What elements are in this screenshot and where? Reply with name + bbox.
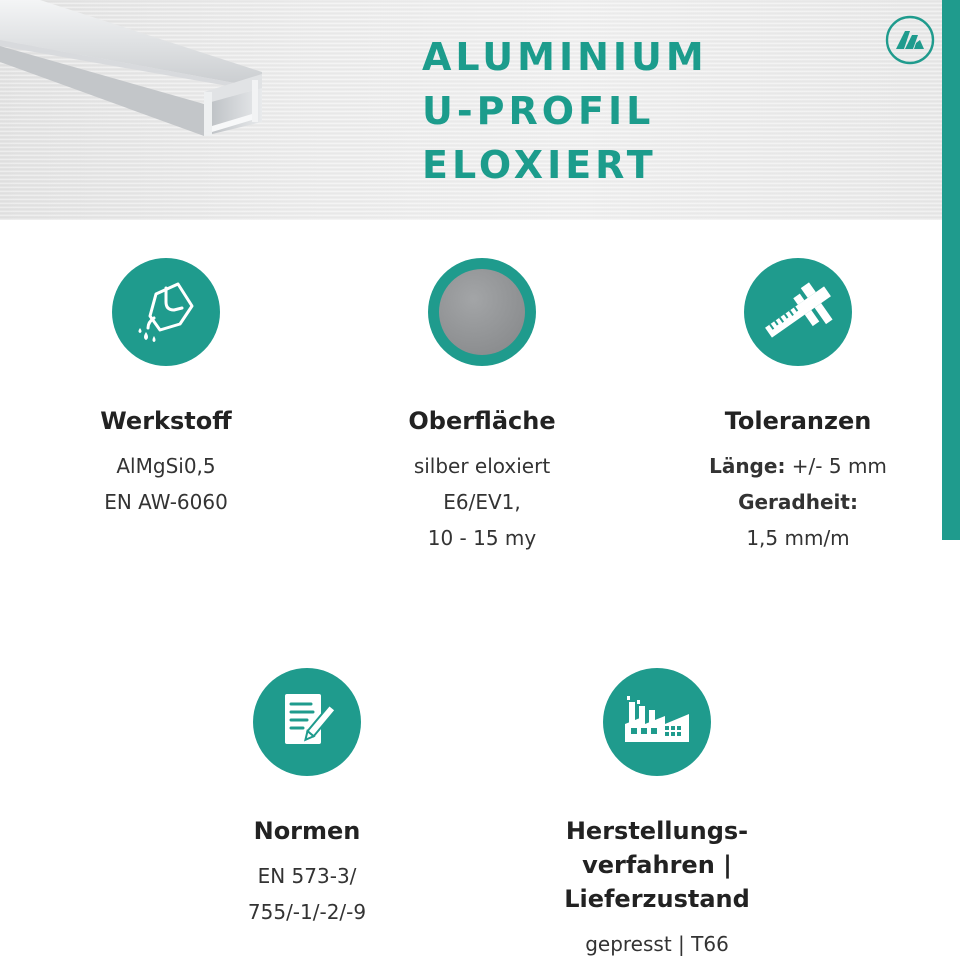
feature-text-line: gepresst | T66 [585,932,729,956]
feature-toleranzen [648,258,948,556]
feature-heading: Werkstoff [100,407,232,435]
heading-line: verfahren | [582,851,732,879]
heading-line: Lieferzustand [564,885,750,913]
feature-icon-circle [253,668,361,776]
feature-heading: Toleranzen [724,407,872,435]
u-profile-image [0,0,280,150]
brand-logo-icon [884,14,936,66]
laenge-label: Länge: [709,454,786,478]
silver-surface-icon [437,267,527,357]
feature-icon-circle [112,258,220,366]
title-line-1: ALUMINIUM [422,35,708,79]
hero-banner [0,0,960,220]
product-title [422,30,708,192]
feature-text-line: silber eloxiert [413,454,551,478]
feature-icon-circle [744,258,852,366]
feature-text-line [648,448,948,484]
feature-oberflaeche [332,258,632,556]
caliper-icon [756,270,840,354]
feature-text-line: 755/-1/-2/-9 [247,900,367,924]
title-line-2: U-PROFIL [422,89,655,133]
laenge-value: +/- 5 mm [785,454,887,478]
feature-heading: Oberfläche [408,407,556,435]
metal-pouring-icon [126,272,206,352]
feature-heading: Normen [253,817,361,845]
feature-text-line: 1,5 mm/m [746,526,850,550]
feature-text-line [648,484,948,520]
document-pen-icon [267,682,347,762]
feature-icon-circle [428,258,536,366]
feature-text-line: AlMgSi0,5 [116,454,216,478]
feature-normen [157,668,457,930]
feature-icon-circle [603,668,711,776]
feature-text-line: EN AW-6060 [104,490,228,514]
geradheit-label: Geradheit: [738,490,858,514]
factory-icon [615,680,699,764]
title-line-3: ELOXIERT [422,143,657,187]
feature-text-line: 10 - 15 my [427,526,537,550]
feature-heading [507,814,807,916]
feature-text-line: EN 573-3/ [257,864,357,888]
feature-text-line: E6/EV1, [443,490,521,514]
feature-werkstoff [16,258,316,520]
heading-line: Herstellungs- [565,817,749,845]
feature-herstellung [507,668,807,960]
